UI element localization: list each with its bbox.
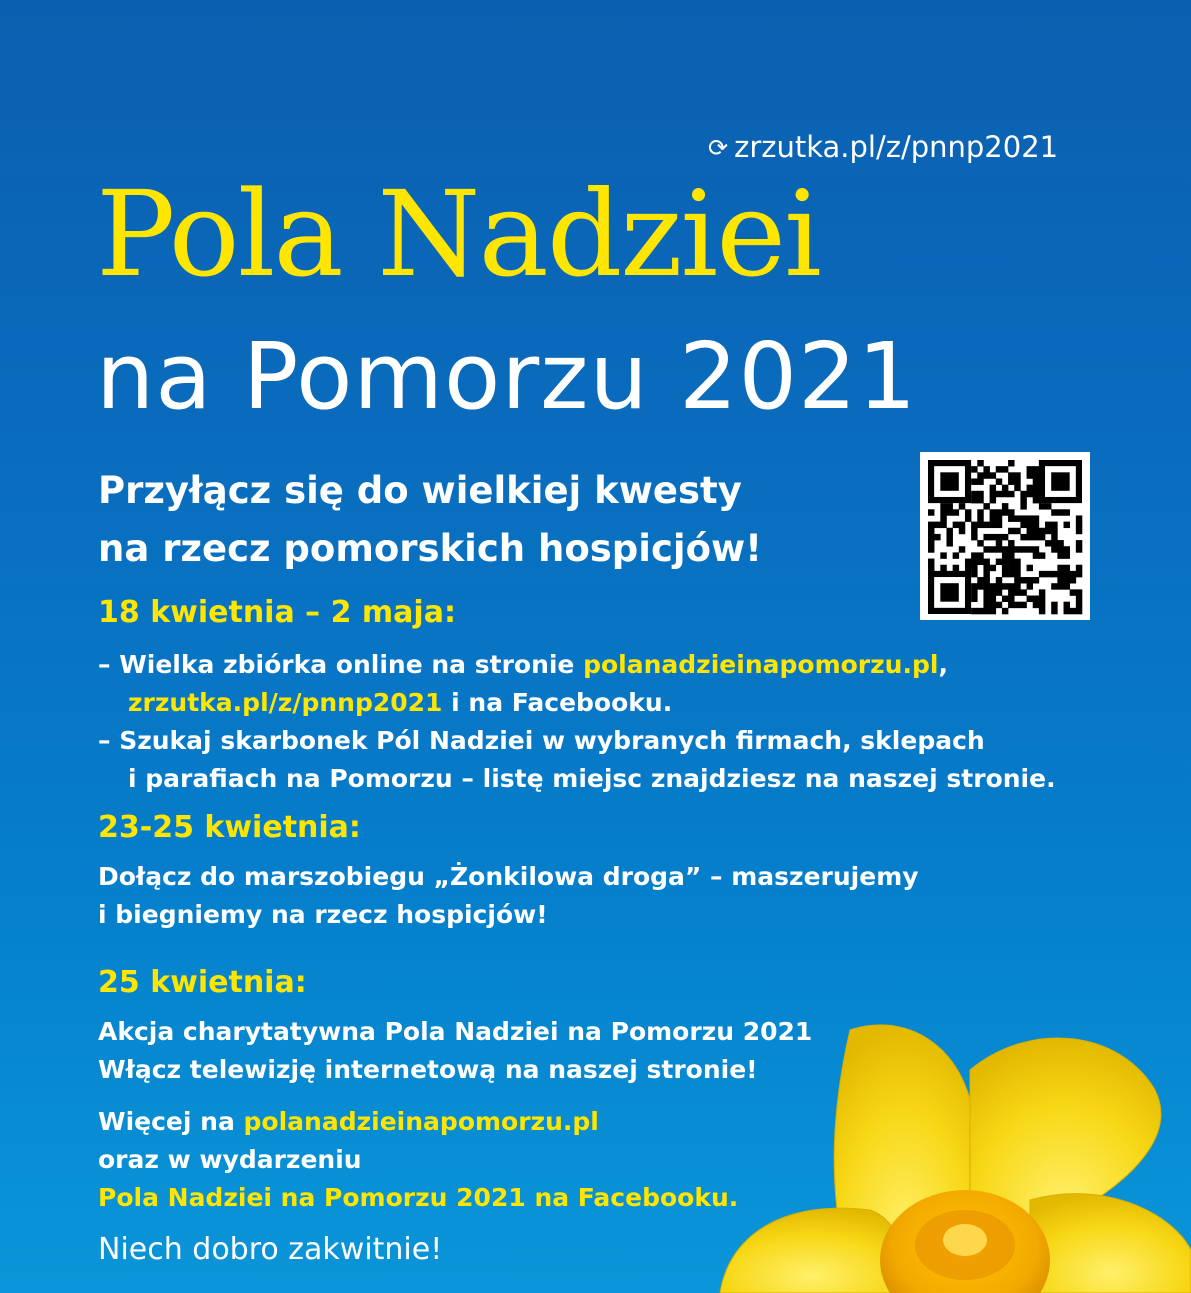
- subtitle-line1: Przyłącz się do wielkiej kwesty: [98, 469, 742, 512]
- section3-line2: Włącz telewizję internetową na naszej stronie!: [98, 1055, 758, 1084]
- section2-heading: 23-25 kwietnia:: [98, 810, 361, 845]
- section1-item1-line2: [98, 684, 1056, 722]
- circular-arrow-icon: ⟳: [708, 134, 729, 162]
- subtitle-line2: na rzecz pomorskich hospicjów!: [98, 527, 763, 570]
- zrzutka-link[interactable]: zrzutka.pl/z/pnnp2021: [128, 688, 443, 717]
- section1-body: [98, 646, 1056, 798]
- section3-line1: Akcja charytatywna Pola Nadziei na Pomorzu 2021: [98, 1017, 813, 1046]
- top-link[interactable]: [708, 130, 1058, 164]
- section1-heading: 18 kwietnia – 2 maja:: [98, 595, 456, 630]
- section1-item2-line1: – Szukaj skarbonek Pól Nadziei w wybranych firmach, sklepach: [98, 726, 985, 755]
- facebook-event-link[interactable]: Pola Nadziei na Pomorzu 2021 na Facebooku.: [98, 1183, 739, 1212]
- daffodil-image: [700, 1010, 1191, 1293]
- more-line2: oraz w wydarzeniu: [98, 1145, 362, 1174]
- website-link[interactable]: polanadzieinapomorzu.pl: [583, 650, 939, 679]
- section1-item1-line1: [98, 646, 1056, 684]
- more-website-link[interactable]: polanadzieinapomorzu.pl: [243, 1107, 599, 1136]
- qr-code-graphic: [920, 452, 1090, 620]
- section1-item1-prefix: – Wielka zbiórka online na stronie: [98, 650, 584, 679]
- more-info: [98, 1103, 738, 1217]
- section2-body: [98, 858, 919, 934]
- closing-slogan: Niech dobro zakwitnie!: [98, 1232, 443, 1267]
- section3-heading: 25 kwietnia:: [98, 965, 307, 1000]
- qr-code: [920, 452, 1090, 620]
- title-line1: Pola Nadziei: [96, 165, 820, 303]
- section1-item1-comma: ,: [938, 650, 948, 679]
- section1-item2-line2: i parafiach na Pomorzu – listę miejsc znajdziesz na naszej stronie.: [128, 764, 1056, 793]
- title-line2: na Pomorzu 2021: [96, 323, 918, 430]
- section2-line1: Dołącz do marszobiegu „Żonkilowa droga” – maszerujemy: [98, 862, 919, 891]
- section1-item1-suffix: i na Facebooku.: [442, 688, 673, 717]
- more-prefix: Więcej na: [98, 1107, 244, 1136]
- section2-line2: i biegniemy na rzecz hospicjów!: [98, 900, 548, 929]
- subtitle: [98, 462, 762, 578]
- more-line1: [98, 1103, 738, 1141]
- top-link-text: zrzutka.pl/z/pnnp2021: [734, 130, 1059, 164]
